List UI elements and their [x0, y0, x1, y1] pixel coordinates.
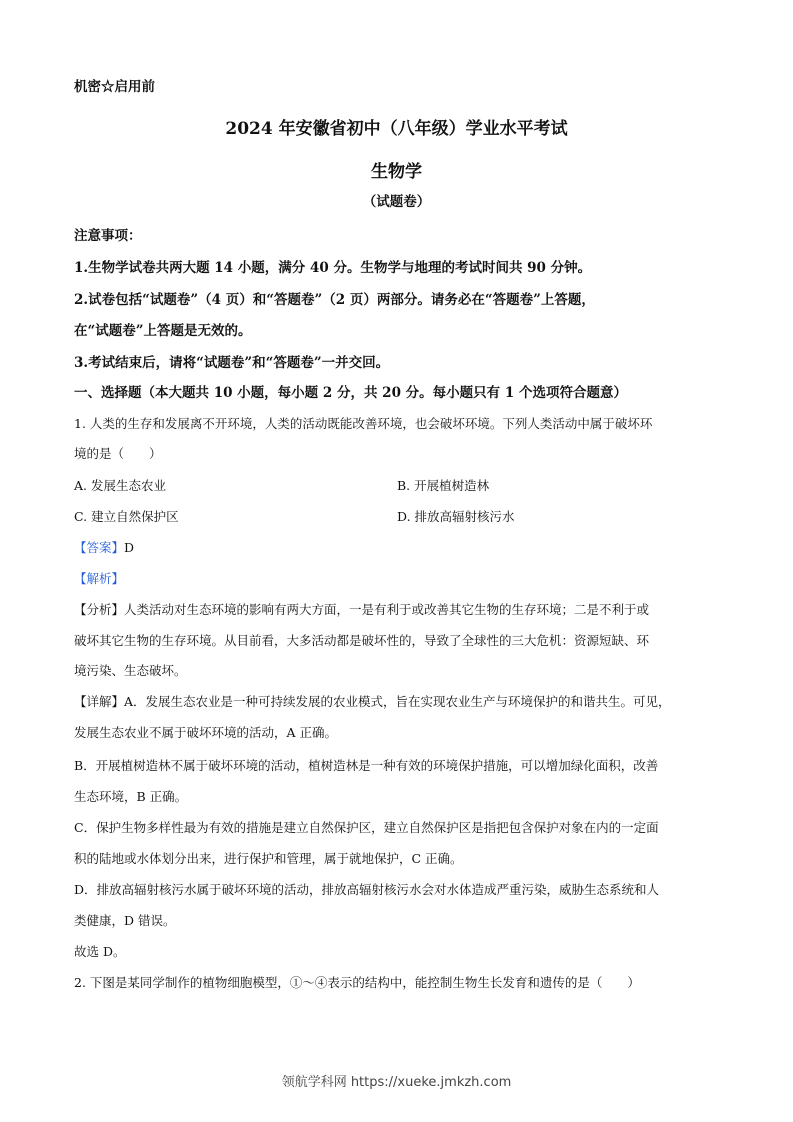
explanation-line: 发展生态农业不属于破坏环境的活动，A 正确。 — [74, 725, 338, 740]
question-stem: 1. 人类的生存和发展离不开环境，人类的活动既能改善环境，也会破坏环境。下列人类活动中属于破坏环 — [74, 416, 653, 431]
note-item: 在“试题卷”上答题是无效的。 — [74, 323, 252, 339]
explanation-line: D．排放高辐射核污水属于破坏环境的活动，排放高辐射核污水会对水体造成严重污染，威胁生态系统和人 — [74, 882, 660, 897]
explanation-line: 积的陆地或水体划分出来，进行保护和管理，属于就地保护，C 正确。 — [74, 851, 463, 866]
notes-heading: 注意事项： — [74, 228, 142, 244]
explanation-line: 类健康，D 错误。 — [74, 913, 176, 928]
paper-label: （试题卷） — [362, 194, 431, 210]
note-item: 2.试卷包括“试题卷”（4 页）和“答题卷”（2 页）两部分。请务必在“答题卷”上答题， — [74, 292, 595, 308]
explanation-line: 【分析】人类活动对生态环境的影响有两大方面，一是有利于或改善其它生物的生存环境；二是不利于或 — [74, 602, 650, 617]
explanation-line: C．保护生物多样性最为有效的措施是建立自然保护区，建立自然保护区是指把包含保护对象在内的一定面 — [74, 820, 659, 835]
answer-tag: 【答案】 — [74, 540, 125, 555]
note-item: 3.考试结束后，请将“试题卷”和“答题卷”一并交回。 — [74, 355, 390, 371]
explanation-line: 破坏其它生物的生存环境。从目前看，大多活动都是破坏性的，导致了全球性的三大危机：资源短缺、环 — [74, 633, 650, 648]
explanation-line: 【详解】A．发展生态农业是一种可持续发展的农业模式，旨在实现农业生产与环境保护的和谐共生。可见， — [74, 694, 671, 709]
answer-line — [74, 538, 134, 556]
subject-title: 生物学 — [371, 162, 422, 182]
note-item: 1.生物学试卷共两大题 14 小题，满分 40 分。生物学与地理的考试时间共 90 分钟。 — [74, 260, 592, 276]
exam-title: 2024 年安徽省初中（八年级）学业水平考试 — [225, 119, 568, 139]
option-b: B. 开展植树造林 — [397, 478, 490, 493]
option-a: A. 发展生态农业 — [74, 478, 166, 493]
question-stem: 2. 下图是某同学制作的植物细胞模型，①～④表示的结构中，能控制生物生长发育和遗传的是（ ） — [74, 975, 640, 990]
question-stem: 境的是（ ） — [74, 446, 162, 461]
explanation-line: 故选 D。 — [74, 944, 126, 959]
explanation-line: 生态环境，B 正确。 — [74, 789, 188, 804]
section-heading: 一、选择题（本大题共 10 小题，每小题 2 分，共 20 分。每小题只有 1 个选项符合题意） — [74, 385, 627, 401]
explanation-line: B．开展植树造林不属于破坏环境的活动，植树造林是一种有效的环境保护措施，可以增加绿化面积，改善 — [74, 758, 659, 773]
confidential-label: 机密☆启用前 — [74, 79, 155, 95]
footer-watermark: 领航学科网 https://xueke.jmkzh.com — [281, 1075, 512, 1090]
explanation-line: 境污染、生态破坏。 — [74, 663, 187, 678]
answer-value: D — [124, 540, 135, 555]
option-c: C. 建立自然保护区 — [74, 509, 179, 524]
option-d: D. 排放高辐射核污水 — [397, 509, 515, 524]
analysis-tag: 【解析】 — [74, 571, 125, 586]
